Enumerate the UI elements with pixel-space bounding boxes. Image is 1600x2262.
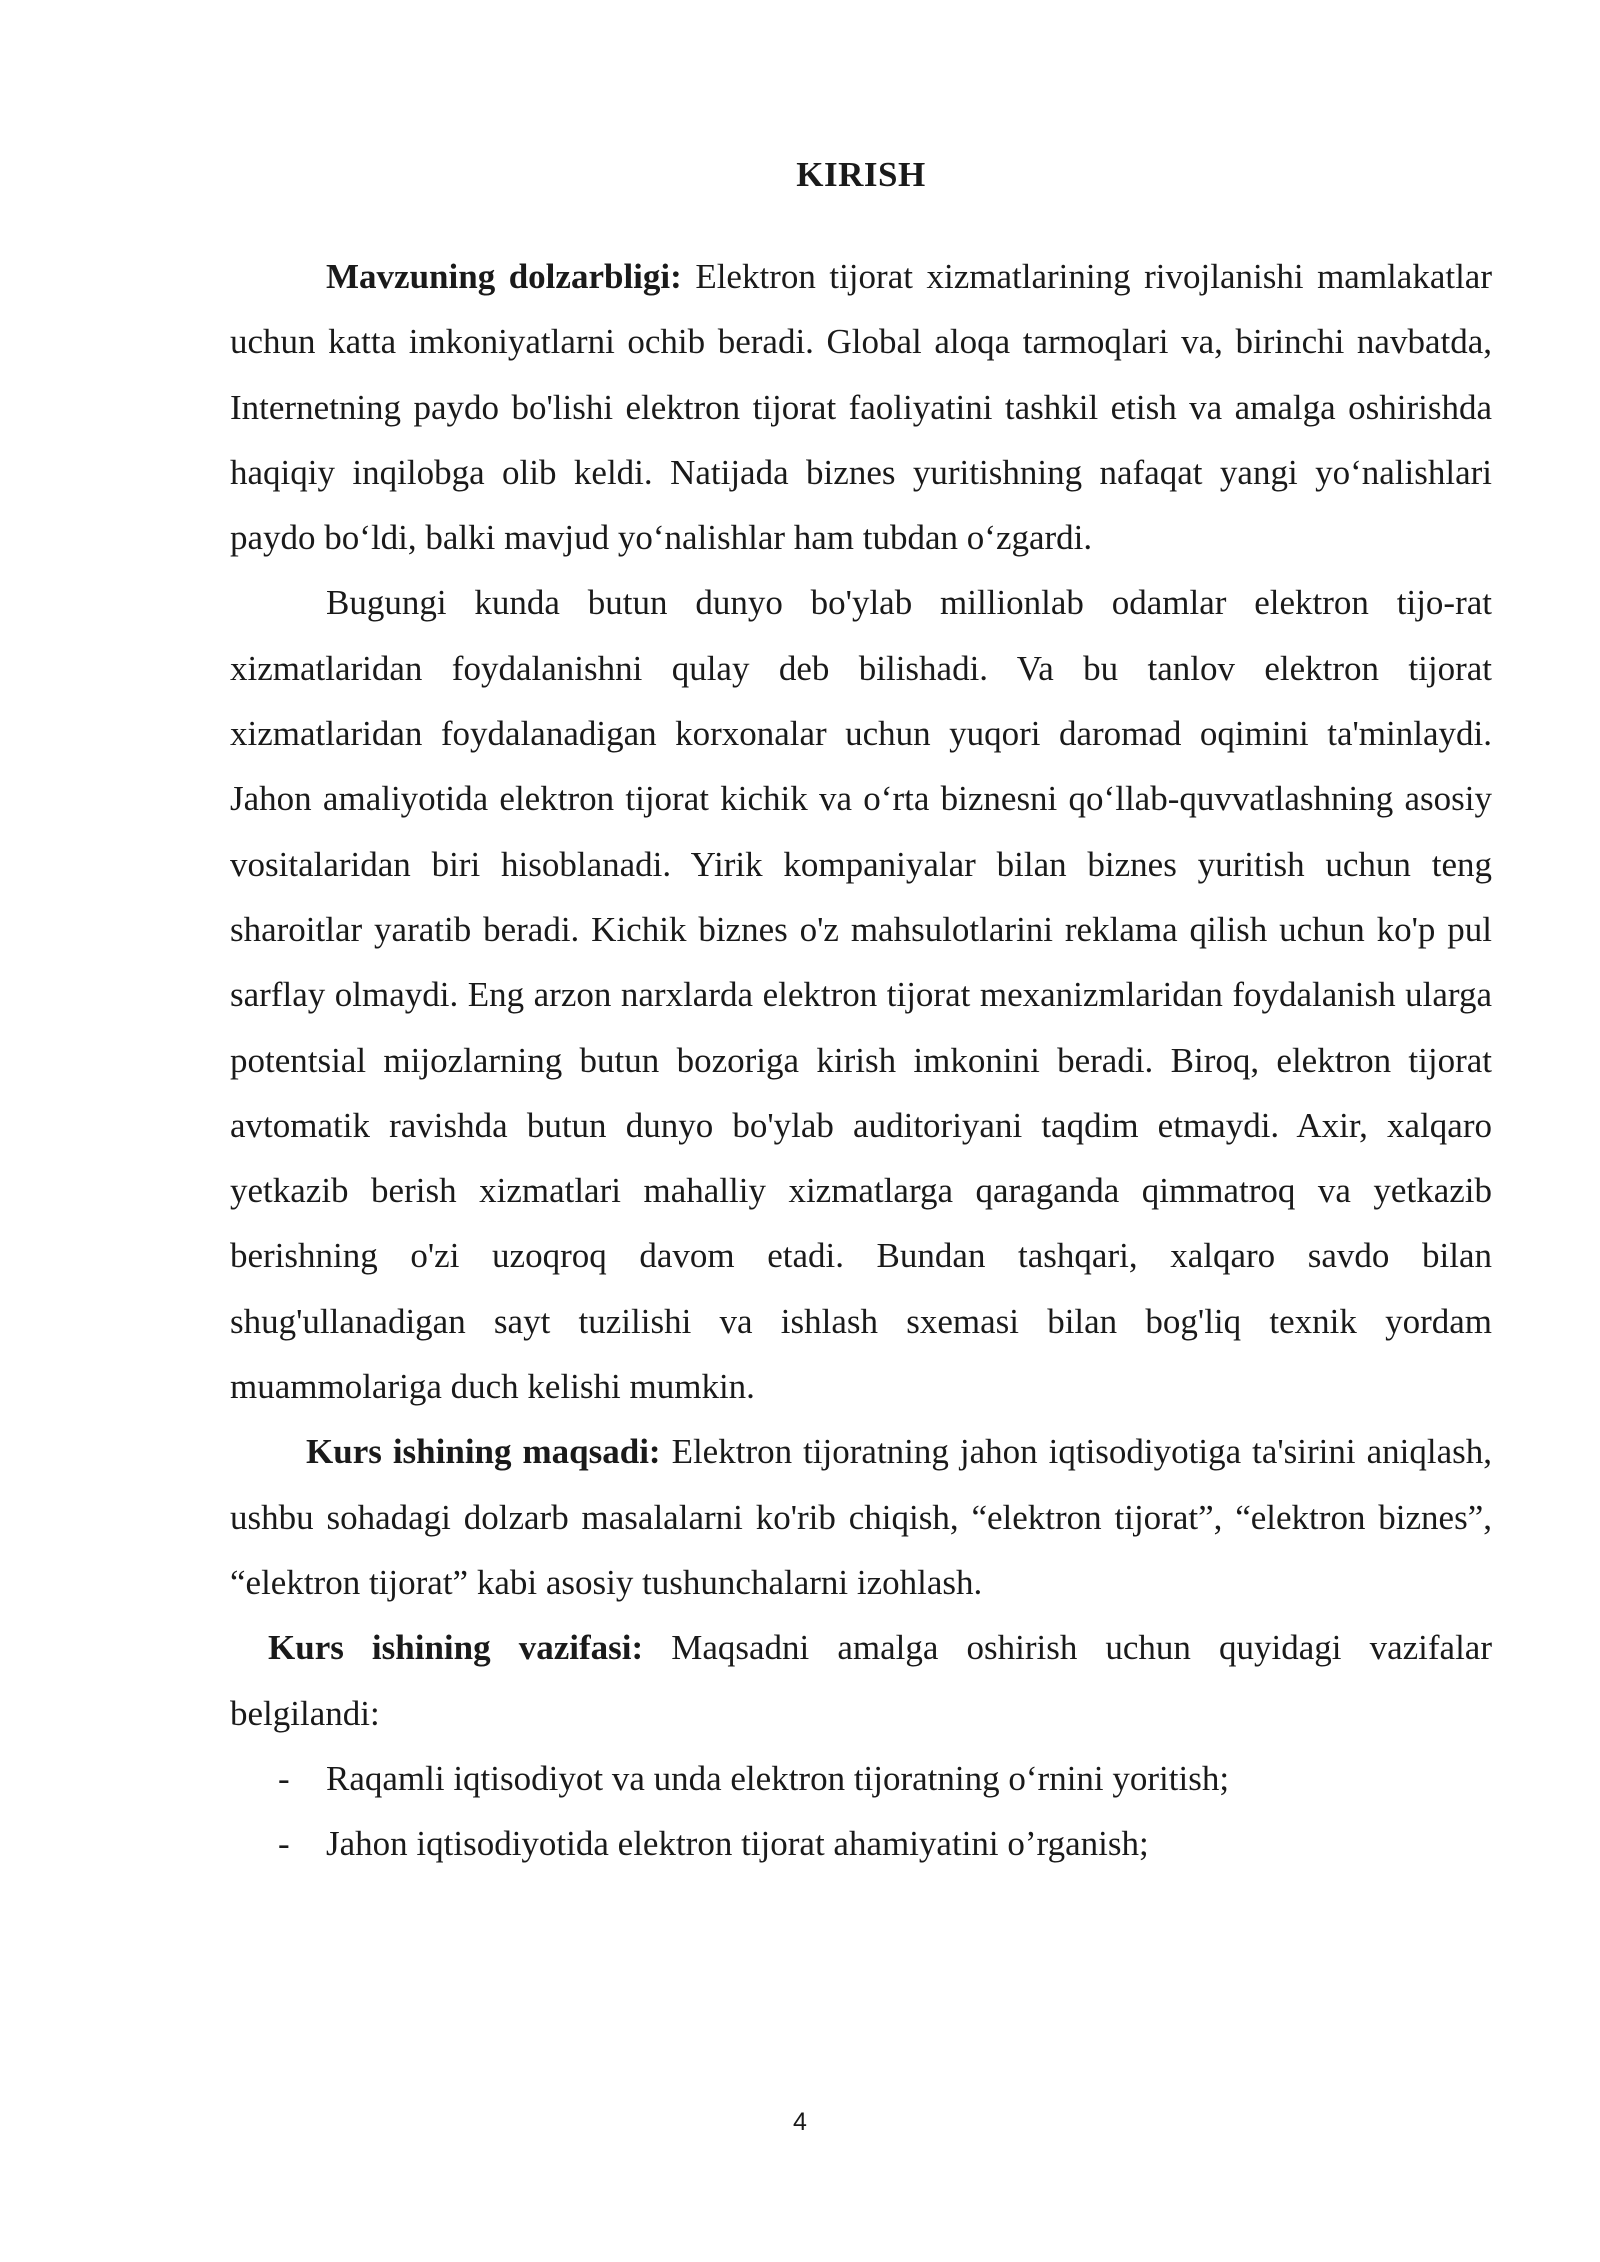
list-item-text: Raqamli iqtisodiyot va unda elektron tijoratning o‘rnini yoritish; (326, 1758, 1230, 1798)
page-title: KIRISH (796, 155, 926, 194)
paragraph-goal (230, 1419, 1492, 1615)
paragraph-relevance-lead: Mavzuning dolzarbligi: (326, 257, 682, 296)
task-list (230, 1746, 1492, 1877)
list-dash: - (278, 1758, 290, 1798)
list-item (230, 1811, 1492, 1876)
list-item (230, 1746, 1492, 1811)
paragraph-tasks-text: Maqsadni amalga oshirish uchun quyidagi vazifalar belgilandi: (230, 1628, 1492, 1733)
paragraph-relevance (230, 244, 1492, 570)
list-dash: - (278, 1824, 290, 1864)
page-content (230, 150, 1492, 1876)
paragraph-context: Bugungi kunda butun dunyo bo'ylab millionlab odamlar elektron tijo-rat xizmatlaridan foydalanishni qulay deb bilishadi. Va bu tanlov elektron tijorat xizmatlaridan foydalanadigan korxonalar uchun yuqori daromad oqimini ta'minlaydi. Jahon amaliyotida elektron tijorat kichik va o‘rta biznesni qo‘llab-quvvatlashning asosiy vositalaridan biri hisoblanadi. Yirik kompaniyalar bilan biznes yuritish uchun teng sharoitlar yaratib beradi. Kichik biznes o'z mahsulotlarini reklama qilish uchun ko'p pul sarflay olmaydi. Eng arzon narxlarda elektron tijorat mexanizmlaridan foydalanish ularga potentsial mijozlarning butun bozoriga kirish imkonini beradi. Biroq, elektron tijorat avtomatik ravishda butun dunyo bo'ylab auditoriyani taqdim etmaydi. Axir, xalqaro yetkazib berish xizmatlari mahalliy xizmatlarga qaraganda qimmatroq va yetkazib berishning o'zi uzoqroq davom etadi. Bundan tashqari, xalqaro savdo bilan shug'ullanadigan sayt tuzilishi va ishlash sxemasi bilan bog'liq texnik yordam muammolariga duch kelishi mumkin. (230, 583, 1492, 1407)
paragraph-tasks (230, 1615, 1492, 1746)
paragraph-goal-lead: Kurs ishining maqsadi: (306, 1432, 661, 1472)
list-item-text: Jahon iqtisodiyotida elektron tijorat ahamiyatini o’rganish; (326, 1824, 1149, 1864)
paragraph-tasks-lead: Kurs ishining vazifasi: (268, 1628, 644, 1668)
page-number: 4 (793, 2108, 807, 2136)
paragraph-goal-text: Elektron tijoratning jahon iqtisodiyotiga ta'sirini aniqlash, ushbu sohadagi dolzarb masalalarni ko'rib chiqish, “elektron tijorat”, “elektron biznes”, “elektron tijorat” kabi asosiy tushunchalarni izohlash. (230, 1432, 1492, 1602)
paragraph-relevance-text: Elektron tijorat xizmatlarining rivojlanishi mamlakatlar uchun katta imkoniyatlarni ochib beradi. Global aloqa tarmoqlari va, birinchi navbatda, Internetning paydo bo'lishi elektron tijorat faoliyatini tashkil etish va amalga oshirishda haqiqiy inqilobga olib keldi. Natijada biznes yuritishning nafaqat yangi yo‘nalishlari paydo bo‘ldi, balki mavjud yo‘nalishlar ham tubdan o‘zgardi. (230, 257, 1492, 558)
